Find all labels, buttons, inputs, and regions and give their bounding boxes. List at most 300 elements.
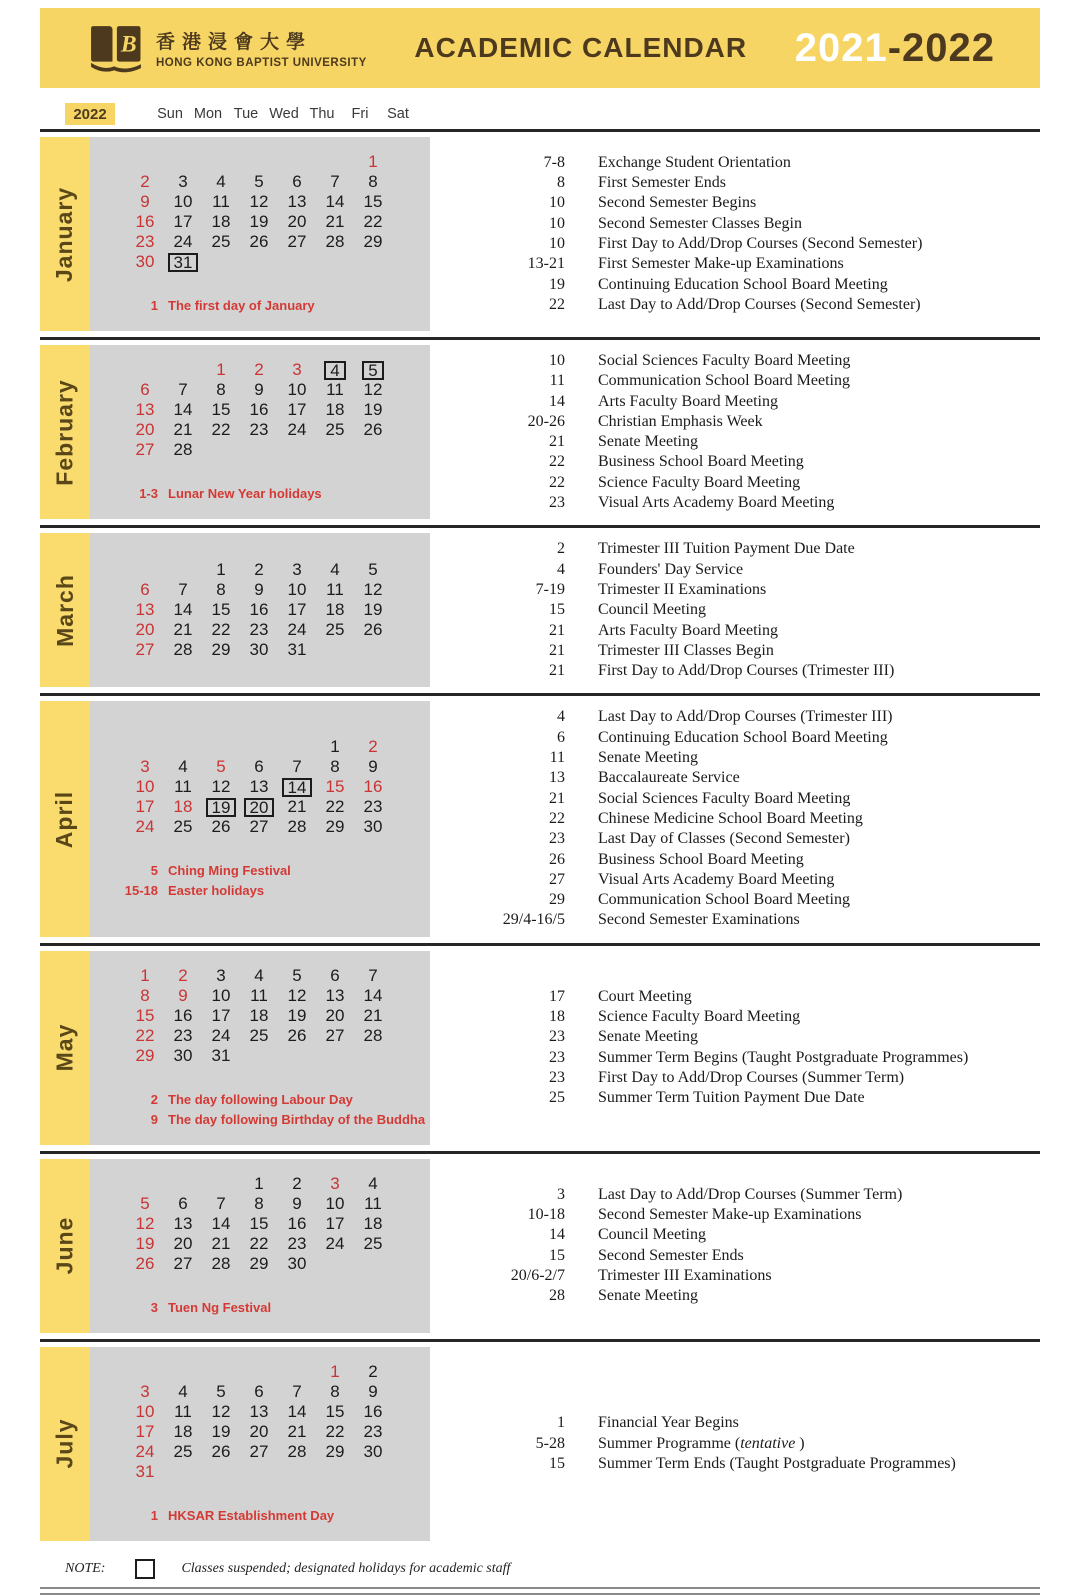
day-cell xyxy=(202,817,240,837)
day-number: 20 xyxy=(287,212,307,231)
event-date: 3 xyxy=(557,1185,565,1203)
event-row xyxy=(455,707,1040,727)
day-cell xyxy=(202,986,240,1006)
holiday-note-text: Lunar New Year holidays xyxy=(168,486,322,502)
month-strip xyxy=(40,701,90,936)
holiday-note xyxy=(90,881,430,901)
month-section-april xyxy=(40,696,1040,945)
day-number: 10 xyxy=(135,1401,155,1421)
day-cell xyxy=(164,420,202,440)
day-number: 16 xyxy=(173,1005,193,1025)
event-row xyxy=(455,234,1040,254)
day-cell xyxy=(240,192,278,212)
day-grid xyxy=(126,560,430,660)
event-description: Summer Term Begins (Taught Postgraduate Programmes) xyxy=(598,1048,969,1066)
day-cell xyxy=(126,1402,164,1422)
day-number: 18 xyxy=(211,212,231,231)
day-cell xyxy=(164,777,202,797)
day-number: 26 xyxy=(211,1441,231,1461)
day-cell xyxy=(354,737,392,757)
event-description: Senate Meeting xyxy=(598,433,698,451)
day-number: 19 xyxy=(249,212,269,231)
year-end: 2022 xyxy=(902,25,995,70)
day-cell xyxy=(126,1006,164,1026)
footer-note xyxy=(40,1559,1040,1579)
day-number: 30 xyxy=(135,252,155,271)
event-date: 13-21 xyxy=(527,255,565,273)
day-number: 7 xyxy=(178,380,188,400)
event-date: 21 xyxy=(549,433,565,451)
day-cell xyxy=(164,252,202,272)
day-number: 1 xyxy=(216,560,226,580)
day-number: 2 xyxy=(254,560,264,580)
holiday-note-date: 9 xyxy=(150,1111,158,1127)
day-cell xyxy=(164,172,202,192)
day-number: 16 xyxy=(135,212,155,231)
day-cell xyxy=(202,252,240,272)
weekday-wed: Wed xyxy=(269,106,299,122)
day-cell xyxy=(354,986,392,1006)
day-cell xyxy=(240,817,278,837)
day-cell xyxy=(164,1006,202,1026)
day-cell xyxy=(278,252,316,272)
day-cell xyxy=(240,1254,278,1274)
day-cell xyxy=(240,986,278,1006)
day-number: 7 xyxy=(292,757,302,777)
day-number: 2 xyxy=(140,172,150,191)
month-strip xyxy=(40,137,90,331)
weekday-mon: Mon xyxy=(193,106,223,122)
day-number: 4 xyxy=(216,172,226,191)
event-row xyxy=(455,890,1040,910)
holiday-notes xyxy=(90,484,430,504)
university-name-chinese: 香港浸會大學 xyxy=(156,32,313,53)
day-cell xyxy=(354,1194,392,1214)
event-row xyxy=(455,748,1040,768)
day-number: 6 xyxy=(178,1193,188,1213)
day-number: 26 xyxy=(211,817,231,837)
day-cell xyxy=(126,212,164,232)
event-description: Arts Faculty Board Meeting xyxy=(598,621,778,639)
day-number: 3 xyxy=(140,757,150,777)
weekday-sat: Sat xyxy=(387,106,409,122)
holiday-note xyxy=(90,1506,430,1526)
suspended-day-box-icon xyxy=(135,1559,155,1579)
event-description: Christian Emphasis Week xyxy=(598,412,763,430)
day-cell xyxy=(354,420,392,440)
day-number: 20 xyxy=(135,620,155,640)
day-number: 5 xyxy=(292,965,302,985)
day-cell xyxy=(202,966,240,986)
event-row xyxy=(455,539,1040,559)
bottom-divider xyxy=(40,1587,1040,1595)
day-cell xyxy=(164,986,202,1006)
day-number: 23 xyxy=(249,620,269,640)
day-cell xyxy=(278,1214,316,1234)
day-grid xyxy=(126,1174,430,1274)
holiday-notes xyxy=(90,1090,430,1130)
day-number: 10 xyxy=(287,380,307,400)
day-number: 11 xyxy=(250,985,268,1005)
day-cell xyxy=(278,1046,316,1066)
month-calendar-panel xyxy=(90,533,430,687)
event-description: Continuing Education School Board Meeting xyxy=(598,275,888,293)
day-number: 19 xyxy=(211,1421,231,1441)
holiday-note xyxy=(90,1090,430,1110)
day-cell xyxy=(126,1382,164,1402)
day-cell xyxy=(126,1442,164,1462)
event-description: Baccalaureate Service xyxy=(598,769,740,787)
day-number: 3 xyxy=(178,172,188,191)
day-number: 22 xyxy=(211,420,231,440)
event-date: 10 xyxy=(549,235,565,252)
day-number: 1 xyxy=(368,152,378,171)
event-date: 22 xyxy=(549,809,565,827)
day-cell xyxy=(202,360,240,380)
event-row xyxy=(455,371,1040,391)
day-number: 2 xyxy=(292,1173,302,1193)
day-cell xyxy=(164,560,202,580)
day-number: 16 xyxy=(249,400,269,420)
day-cell xyxy=(316,600,354,620)
day-cell xyxy=(164,360,202,380)
day-number: 21 xyxy=(173,420,193,440)
day-number: 19 xyxy=(363,600,383,620)
day-number: 21 xyxy=(287,797,307,817)
day-number: 5 xyxy=(254,172,264,191)
day-number: 23 xyxy=(249,420,269,440)
day-number: 25 xyxy=(173,817,193,837)
day-cell xyxy=(126,1254,164,1274)
day-number: 3 xyxy=(292,560,302,580)
day-number: 24 xyxy=(325,1233,345,1253)
event-row xyxy=(455,768,1040,788)
event-date: 10 xyxy=(549,352,565,369)
month-calendar-panel xyxy=(90,951,430,1145)
event-date: 15 xyxy=(549,601,565,619)
day-cell xyxy=(126,1362,164,1382)
day-number: 10 xyxy=(211,985,231,1005)
event-date: 4 xyxy=(557,708,565,726)
day-cell xyxy=(202,232,240,252)
event-row xyxy=(455,661,1040,681)
day-number: 15 xyxy=(211,600,231,620)
day-cell xyxy=(354,212,392,232)
day-cell xyxy=(240,400,278,420)
day-cell xyxy=(278,757,316,777)
month-label: April xyxy=(51,790,78,848)
day-number: 26 xyxy=(287,1025,307,1045)
day-number: 28 xyxy=(287,1441,307,1461)
day-number: 31 xyxy=(168,253,199,272)
day-cell xyxy=(126,1026,164,1046)
month-section-february xyxy=(40,340,1040,528)
day-number: 9 xyxy=(254,380,264,400)
day-number: 17 xyxy=(325,1213,345,1233)
event-description: Summer Term Tuition Payment Due Date xyxy=(598,1089,865,1107)
event-date: 8 xyxy=(557,174,565,192)
day-cell xyxy=(164,1362,202,1382)
day-number: 11 xyxy=(174,777,192,797)
event-list xyxy=(455,1159,1040,1333)
day-cell xyxy=(240,600,278,620)
day-number: 29 xyxy=(211,640,231,660)
day-cell xyxy=(126,737,164,757)
holiday-note-text: The day following Labour Day xyxy=(168,1091,353,1107)
day-cell xyxy=(354,1046,392,1066)
holiday-note-date: 1-3 xyxy=(139,486,158,502)
day-cell xyxy=(354,966,392,986)
holiday-notes xyxy=(90,296,430,316)
day-cell xyxy=(240,1442,278,1462)
event-date: 23 xyxy=(549,494,565,512)
day-cell xyxy=(354,1402,392,1422)
day-cell xyxy=(164,440,202,460)
day-cell xyxy=(240,966,278,986)
month-calendar-panel xyxy=(90,345,430,519)
day-cell xyxy=(202,1254,240,1274)
day-number: 2 xyxy=(178,965,188,985)
day-cell xyxy=(202,400,240,420)
open-book-logo-icon xyxy=(88,22,144,74)
event-description: Summer Programme (tentative ) xyxy=(598,1434,805,1452)
event-row xyxy=(455,1454,1040,1474)
event-description: Second Semester Classes Begin xyxy=(598,214,802,232)
day-number: 8 xyxy=(216,580,226,600)
day-number: 27 xyxy=(249,817,269,837)
month-strip xyxy=(40,951,90,1145)
day-cell xyxy=(126,777,164,797)
day-cell xyxy=(126,1422,164,1442)
day-cell xyxy=(126,192,164,212)
day-cell xyxy=(126,1194,164,1214)
day-cell xyxy=(278,172,316,192)
day-cell xyxy=(316,1382,354,1402)
day-cell xyxy=(278,192,316,212)
day-cell xyxy=(126,1046,164,1066)
day-cell xyxy=(240,580,278,600)
day-cell xyxy=(354,400,392,420)
event-row xyxy=(455,153,1040,173)
day-number: 9 xyxy=(368,757,378,777)
day-number: 17 xyxy=(135,797,155,817)
day-cell xyxy=(278,1006,316,1026)
event-row xyxy=(455,1434,1040,1454)
day-cell xyxy=(278,600,316,620)
day-cell xyxy=(354,360,392,380)
day-cell xyxy=(278,1174,316,1194)
day-cell xyxy=(278,560,316,580)
weekday-sun: Sun xyxy=(157,106,183,122)
day-cell xyxy=(316,1046,354,1066)
event-description: Chinese Medicine School Board Meeting xyxy=(598,809,863,827)
event-row xyxy=(455,173,1040,193)
note-label: NOTE: xyxy=(65,1560,106,1576)
day-cell xyxy=(240,360,278,380)
event-date: 1 xyxy=(557,1414,565,1432)
day-cell xyxy=(354,232,392,252)
day-cell xyxy=(316,1442,354,1462)
day-cell xyxy=(316,212,354,232)
day-number: 11 xyxy=(326,580,344,600)
event-row xyxy=(455,809,1040,829)
day-number: 29 xyxy=(135,1045,155,1065)
event-row xyxy=(455,452,1040,472)
day-cell xyxy=(126,1234,164,1254)
event-date: 14 xyxy=(549,392,565,410)
month-calendar-panel xyxy=(90,1347,430,1541)
day-cell xyxy=(240,737,278,757)
day-number: 29 xyxy=(325,817,345,837)
day-cell xyxy=(240,1046,278,1066)
day-number: 3 xyxy=(292,360,302,380)
event-description: Exchange Student Orientation xyxy=(598,153,791,171)
event-row xyxy=(455,214,1040,234)
day-number: 11 xyxy=(174,1401,192,1421)
day-cell xyxy=(164,580,202,600)
day-number: 12 xyxy=(135,1213,155,1233)
day-number: 4 xyxy=(178,757,188,777)
day-number: 3 xyxy=(330,1173,340,1193)
day-cell xyxy=(126,1462,164,1482)
month-calendar-panel xyxy=(90,137,430,331)
event-description: First Day to Add/Drop Courses (Trimester III) xyxy=(598,662,895,680)
day-number: 16 xyxy=(363,1401,383,1421)
day-cell xyxy=(316,400,354,420)
day-cell xyxy=(202,1214,240,1234)
event-date: 26 xyxy=(549,850,565,868)
day-cell xyxy=(240,1234,278,1254)
event-date: 11 xyxy=(549,749,565,767)
day-cell xyxy=(278,212,316,232)
months-container xyxy=(0,132,1080,1547)
event-date: 19 xyxy=(549,275,565,293)
event-row xyxy=(455,351,1040,371)
day-cell xyxy=(240,620,278,640)
day-number: 28 xyxy=(363,1025,383,1045)
day-number: 29 xyxy=(363,232,383,251)
day-number: 23 xyxy=(363,797,383,817)
calendar-header-row xyxy=(40,102,1040,126)
day-cell xyxy=(126,420,164,440)
event-list xyxy=(455,1347,1040,1541)
day-cell xyxy=(202,212,240,232)
day-cell xyxy=(354,1214,392,1234)
month-strip xyxy=(40,1347,90,1541)
day-number: 7 xyxy=(330,172,340,191)
day-number: 18 xyxy=(325,400,345,420)
day-number: 30 xyxy=(363,817,383,837)
day-cell xyxy=(202,640,240,660)
day-number: 26 xyxy=(249,232,269,251)
day-number: 25 xyxy=(249,1025,269,1045)
day-number: 23 xyxy=(135,232,155,251)
event-row xyxy=(455,1027,1040,1047)
event-description: Arts Faculty Board Meeting xyxy=(598,392,778,410)
day-cell xyxy=(202,560,240,580)
day-number: 30 xyxy=(363,1441,383,1461)
day-cell xyxy=(164,640,202,660)
day-number: 13 xyxy=(135,600,155,620)
event-row xyxy=(455,910,1040,930)
day-number: 5 xyxy=(368,560,378,580)
event-date: 11 xyxy=(549,372,565,390)
day-number: 26 xyxy=(363,620,383,640)
month-section-january xyxy=(40,132,1040,340)
day-number: 18 xyxy=(249,1005,269,1025)
year-chip: 2022 xyxy=(65,103,115,125)
day-cell xyxy=(354,440,392,460)
day-number: 22 xyxy=(325,797,345,817)
day-cell xyxy=(316,640,354,660)
day-cell xyxy=(354,1362,392,1382)
day-cell xyxy=(316,380,354,400)
day-cell xyxy=(202,1234,240,1254)
day-cell xyxy=(240,172,278,192)
event-description: Second Semester Make-up Examinations xyxy=(598,1206,862,1224)
day-cell xyxy=(126,152,164,172)
day-cell xyxy=(354,817,392,837)
event-date: 21 xyxy=(549,621,565,639)
event-date: 21 xyxy=(549,641,565,659)
day-number: 6 xyxy=(140,380,150,400)
day-cell xyxy=(164,1174,202,1194)
day-number: 10 xyxy=(325,1193,345,1213)
day-cell xyxy=(202,1442,240,1462)
day-number: 5 xyxy=(362,361,383,380)
day-cell xyxy=(278,1362,316,1382)
event-row xyxy=(455,275,1040,295)
day-cell xyxy=(240,440,278,460)
day-cell xyxy=(164,380,202,400)
day-cell xyxy=(202,797,240,817)
day-cell xyxy=(164,1046,202,1066)
day-number: 19 xyxy=(287,1005,307,1025)
day-cell xyxy=(240,1382,278,1402)
day-number: 30 xyxy=(249,640,269,660)
day-number: 4 xyxy=(254,965,264,985)
university-name xyxy=(156,27,367,69)
day-cell xyxy=(126,986,164,1006)
event-date: 7-8 xyxy=(543,153,565,171)
day-cell xyxy=(354,777,392,797)
day-cell xyxy=(316,232,354,252)
day-number: 18 xyxy=(325,600,345,620)
day-cell xyxy=(202,1362,240,1382)
day-number: 6 xyxy=(140,580,150,600)
event-row xyxy=(455,493,1040,513)
day-cell xyxy=(316,580,354,600)
event-row xyxy=(455,1068,1040,1088)
day-number: 12 xyxy=(287,985,307,1005)
event-row xyxy=(455,1246,1040,1266)
day-number: 28 xyxy=(211,1253,231,1273)
month-section-july xyxy=(40,1342,1040,1547)
event-description: Science Faculty Board Meeting xyxy=(598,473,801,491)
month-calendar-panel xyxy=(90,701,430,936)
day-cell xyxy=(164,620,202,640)
event-row xyxy=(455,1185,1040,1205)
day-number: 14 xyxy=(287,1401,307,1421)
day-cell xyxy=(278,360,316,380)
day-number: 30 xyxy=(287,1253,307,1273)
day-cell xyxy=(354,1174,392,1194)
day-cell xyxy=(354,1006,392,1026)
day-number: 9 xyxy=(178,985,188,1005)
event-description: Business School Board Meeting xyxy=(598,453,804,471)
day-number: 2 xyxy=(368,1361,378,1381)
event-date: 29/4-16/5 xyxy=(502,911,565,929)
